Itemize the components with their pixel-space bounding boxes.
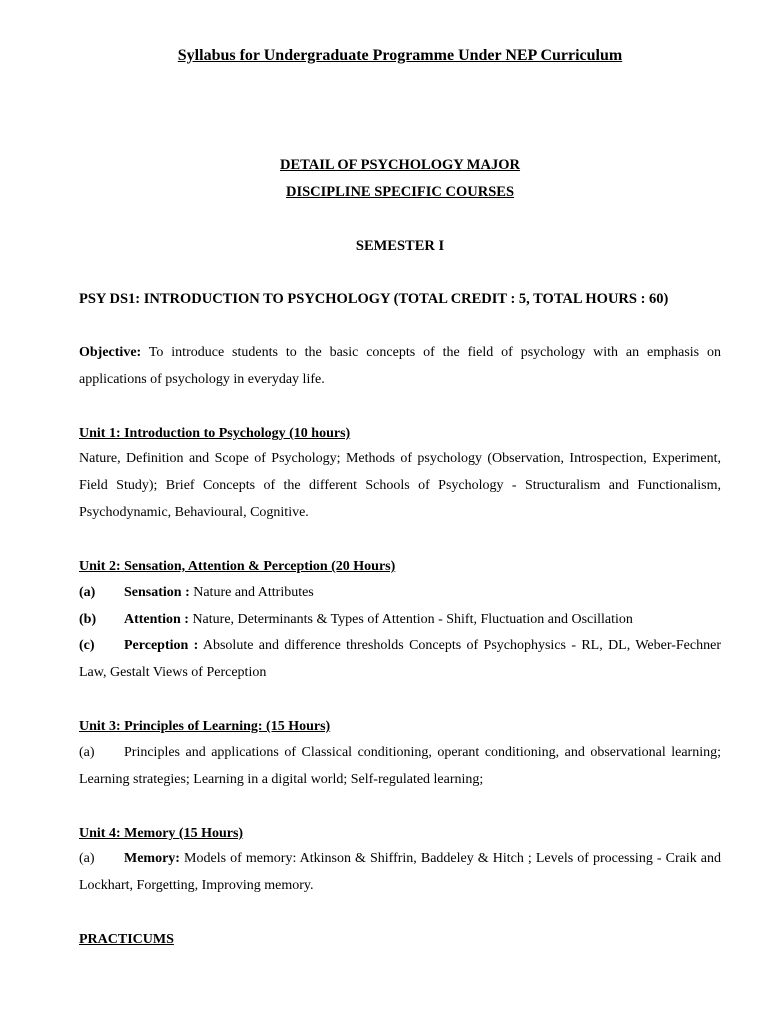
unit3-item-a — [79, 739, 721, 793]
item-marker: (a) — [79, 851, 95, 866]
unit2-heading: Unit 2: Sensation, Attention & Perception (20 Hours) — [79, 559, 396, 574]
unit3-heading-hours: (15 Hours) — [262, 719, 331, 734]
item-label: Memory: — [124, 851, 180, 866]
course-title: PSY DS1: INTRODUCTION TO PSYCHOLOGY (TOTAL CREDIT : 5, TOTAL HOURS : 60) — [79, 291, 669, 307]
section-title-major: DETAIL OF PSYCHOLOGY MAJOR — [280, 157, 520, 173]
section-title-dsc: DISCIPLINE SPECIFIC COURSES — [285, 184, 515, 200]
unit1-heading: Unit 1: Introduction to Psychology (10 hours) — [79, 426, 351, 441]
unit1-body: Nature, Definition and Scope of Psychology; Methods of psychology (Observation, Introspection, Experiment, Field Study); Brief Concepts of the different Schools of Psychology - Structuralism and Functionalism, Psychodynamic, Behavioural, Cognitive. — [79, 451, 721, 520]
item-marker: (a) — [79, 745, 95, 760]
page-title: Syllabus for Undergraduate Programme Under NEP Curriculum — [177, 47, 623, 64]
unit3-heading — [79, 717, 721, 737]
objective-text: To introduce students to the basic concepts of the field of psychology with an emphasis on applications of psychology in everyday life. — [79, 345, 721, 387]
unit2-item-b — [79, 610, 721, 630]
item-text: Principles and applications of Classical conditioning, operant conditioning, and observational learning; Learning strategies; Learning in a digital world; Self-regulated learning; — [79, 745, 721, 787]
item-text: Nature, Determinants & Types of Attention - Shift, Fluctuation and Oscillation — [188, 612, 633, 627]
practicums-heading: PRACTICUMS — [79, 932, 174, 947]
unit4-item-a — [79, 845, 721, 899]
item-label: Perception : — [124, 638, 199, 653]
unit2-item-a — [79, 583, 721, 603]
semester-heading: SEMESTER I — [355, 238, 445, 254]
unit2-item-c — [79, 632, 721, 686]
item-marker: (c) — [79, 638, 95, 653]
item-text: Absolute and difference thresholds Concepts of Psychophysics - RL, DL, Weber-Fechner Law, Gestalt Views of Perception — [79, 638, 721, 680]
item-text: Nature and Attributes — [189, 585, 314, 600]
item-label: Sensation : — [124, 585, 190, 600]
item-marker: (b) — [79, 612, 97, 627]
item-text: Models of memory: Atkinson & Shiffrin, Baddeley & Hitch ; Levels of processing - Craik and Lockhart, Forgetting, Improving memory. — [79, 851, 721, 893]
objective-label: Objective: — [79, 345, 142, 360]
unit4-heading: Unit 4: Memory (15 Hours) — [79, 826, 244, 841]
item-label: Attention : — [124, 612, 189, 627]
unit3-heading-title: Unit 3: Principles of Learning: — [79, 719, 263, 734]
objective-paragraph — [79, 339, 721, 393]
item-marker: (a) — [79, 585, 96, 600]
